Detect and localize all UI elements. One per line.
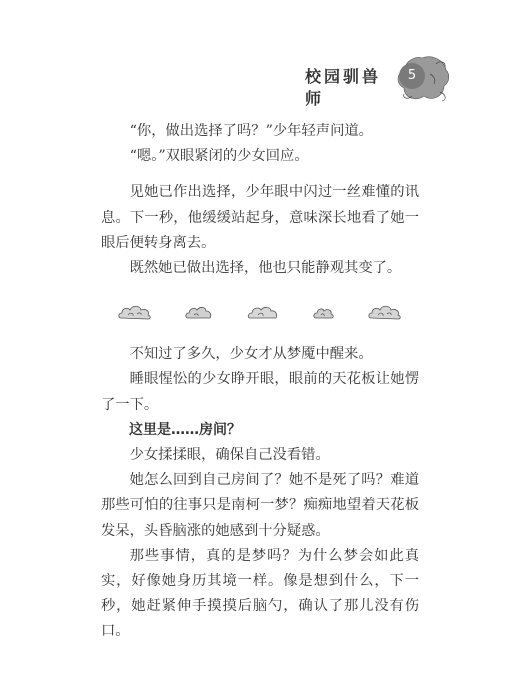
paragraph: 那些事情，真的是梦吗？为什么梦会如此真实，好像她身历其境一样。像是想到什么，下一秒，她赶紧伸手摸摸后脑勺，确认了那儿没有伤口。	[101, 547, 419, 640]
cloud-icon	[313, 302, 335, 322]
cloud-divider	[101, 294, 419, 330]
cloud-icon	[185, 302, 213, 322]
paragraph: 她怎么回到自己房间了？她不是死了吗？难道那些可怕的往事只是南柯一梦？痴痴地望着天花板发呆，头昏脑涨的她感到十分疑惑。	[101, 472, 419, 539]
paragraph: 见她已作出选择，少年眼中闪过一丝难懂的讯息。下一秒，他缓缓站起身，意味深长地看了她一眼后便转身离去。	[101, 184, 419, 251]
running-header-title: 校园驯兽师	[305, 67, 382, 108]
paragraph: “你，做出选择了吗？”少年轻声问道。	[129, 123, 373, 139]
page-number-badge: 5	[399, 63, 425, 89]
cloud-icon	[368, 302, 402, 322]
paragraph: “嗯。”双眼紧闭的少女回应。	[129, 148, 309, 165]
bold-heading-line: 这里是……房间？	[129, 421, 241, 438]
body-text	[101, 119, 419, 645]
paragraph: 不知过了多久，少女才从梦魇中醒来。	[129, 346, 373, 363]
cloud-icon	[118, 302, 152, 322]
cloud-icon	[247, 302, 279, 322]
paragraph: 睡眼惺忪的少女睁开眼，眼前的天花板让她愣了一下。	[101, 371, 419, 413]
paragraph: 既然她已做出选择，他也只能静观其变了。	[129, 260, 402, 277]
paragraph: 少女揉揉眼，确保自己没看错。	[129, 447, 330, 464]
